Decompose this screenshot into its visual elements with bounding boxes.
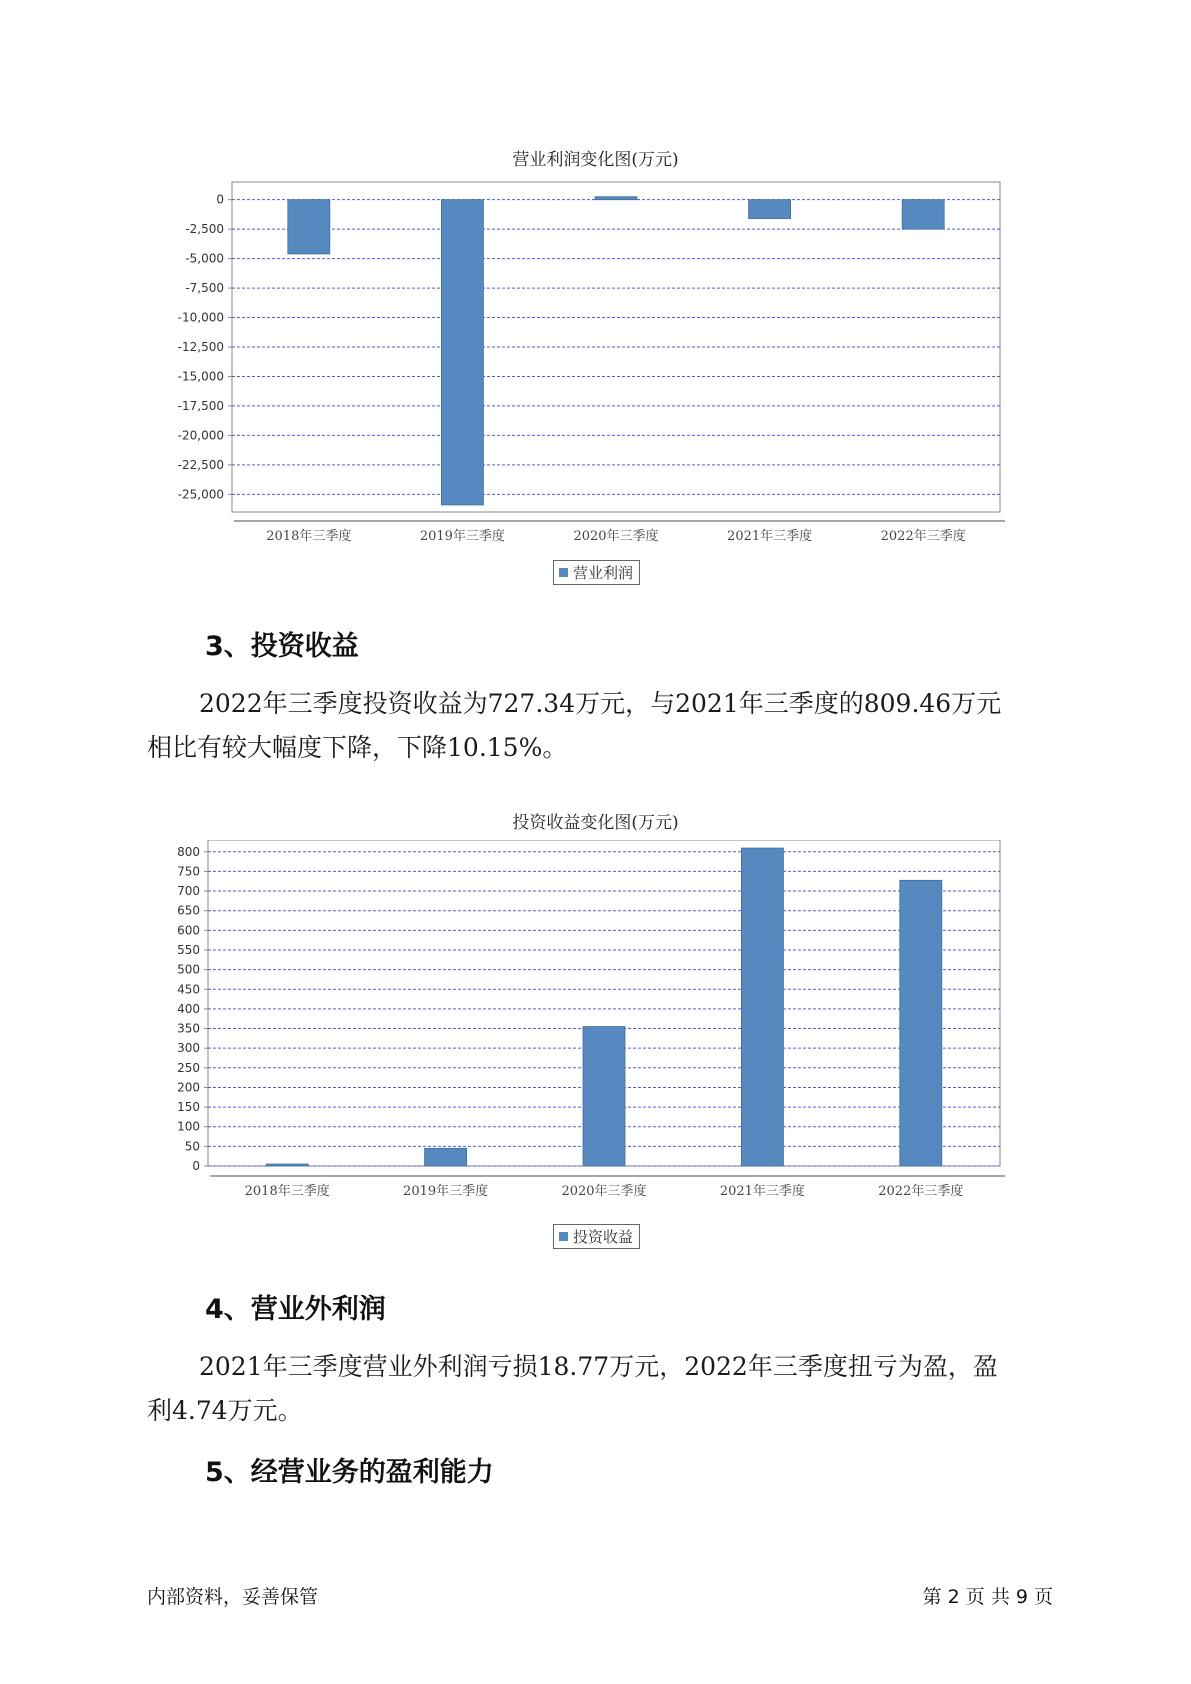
x-tick-label: 2018年三季度 [244, 1184, 330, 1199]
y-tick-label: 800 [177, 844, 200, 859]
y-tick-label: 750 [177, 864, 200, 879]
paragraph-line: 利4.74万元。 [147, 1396, 303, 1425]
section-3-heading: 3、投资收益 [205, 631, 359, 662]
y-tick-label: 650 [177, 903, 200, 918]
x-tick-label: 2018年三季度 [266, 529, 352, 544]
y-tick-label: 0 [192, 1159, 200, 1173]
legend-swatch [559, 1232, 568, 1241]
y-tick-label: 500 [177, 962, 200, 977]
y-tick-label: -7,500 [185, 281, 224, 296]
x-tick-label: 2019年三季度 [419, 529, 505, 544]
legend-label: 营业利润 [573, 564, 634, 582]
operating-profit-chart-svg [0, 170, 1191, 550]
section-3-paragraph [147, 682, 1067, 770]
x-tick-label: 2021年三季度 [727, 529, 813, 544]
y-tick-label: 600 [177, 923, 200, 938]
paragraph-line: 相比有较大幅度下降，下降10.15%。 [147, 733, 568, 762]
x-tick-label: 2020年三季度 [573, 529, 659, 544]
legend-label: 投资收益 [573, 1228, 634, 1246]
bar [741, 848, 783, 1166]
section-4-paragraph [147, 1345, 1067, 1433]
y-tick-label: -25,000 [177, 487, 224, 502]
bar [288, 200, 330, 254]
y-tick-label: 250 [177, 1060, 200, 1075]
bar [749, 200, 791, 219]
bar [583, 1027, 625, 1166]
y-tick-label: 200 [177, 1080, 200, 1095]
y-tick-label: -5,000 [185, 251, 224, 266]
y-tick-label: 350 [177, 1021, 200, 1036]
bar [441, 200, 483, 505]
legend-swatch [559, 568, 568, 577]
bar [425, 1148, 467, 1166]
bar [595, 197, 637, 200]
y-tick-label: -2,500 [185, 222, 224, 237]
bar [900, 880, 942, 1166]
investment-income-chart-svg [0, 840, 1191, 1220]
x-tick-label: 2022年三季度 [880, 529, 966, 544]
y-tick-label: 400 [177, 1001, 200, 1016]
bar [902, 200, 944, 229]
y-tick-label: -10,000 [177, 310, 224, 325]
y-tick-label: 700 [177, 884, 200, 899]
y-tick-label: -22,500 [177, 457, 224, 472]
paragraph-line: 2021年三季度营业外利润亏损18.77万元，2022年三季度扭亏为盈，盈 [199, 1352, 998, 1381]
footer-page-number: 第 2 页 共 9 页 [922, 1586, 1053, 1608]
y-tick-label: 50 [184, 1139, 200, 1154]
x-tick-label: 2019年三季度 [403, 1184, 489, 1199]
y-tick-label: 150 [177, 1100, 200, 1115]
y-tick-label: 100 [177, 1119, 200, 1134]
y-tick-label: -17,500 [177, 398, 224, 413]
bar [266, 1164, 308, 1166]
x-tick-label: 2021年三季度 [719, 1184, 805, 1199]
y-tick-label: -15,000 [177, 369, 224, 384]
chart-title: 营业利润变化图(万元) [512, 150, 679, 170]
y-tick-label: 300 [177, 1041, 200, 1056]
chart-legend [553, 560, 640, 585]
y-tick-label: -12,500 [177, 340, 224, 354]
chart-title: 投资收益变化图(万元) [512, 813, 679, 833]
footer-left: 内部资料，妥善保管 [147, 1586, 319, 1608]
y-tick-label: -20,000 [177, 428, 224, 443]
paragraph-line: 2022年三季度投资收益为727.34万元，与2021年三季度的809.46万元 [199, 689, 1002, 718]
section-4-heading: 4、营业外利润 [205, 1294, 386, 1325]
y-tick-label: 450 [177, 982, 200, 997]
y-tick-label: 550 [177, 942, 200, 957]
chart-legend [553, 1224, 640, 1249]
y-tick-label: 0 [216, 192, 224, 207]
section-5-heading: 5、经营业务的盈利能力 [205, 1457, 494, 1488]
x-tick-label: 2020年三季度 [561, 1184, 647, 1199]
x-tick-label: 2022年三季度 [878, 1184, 964, 1199]
